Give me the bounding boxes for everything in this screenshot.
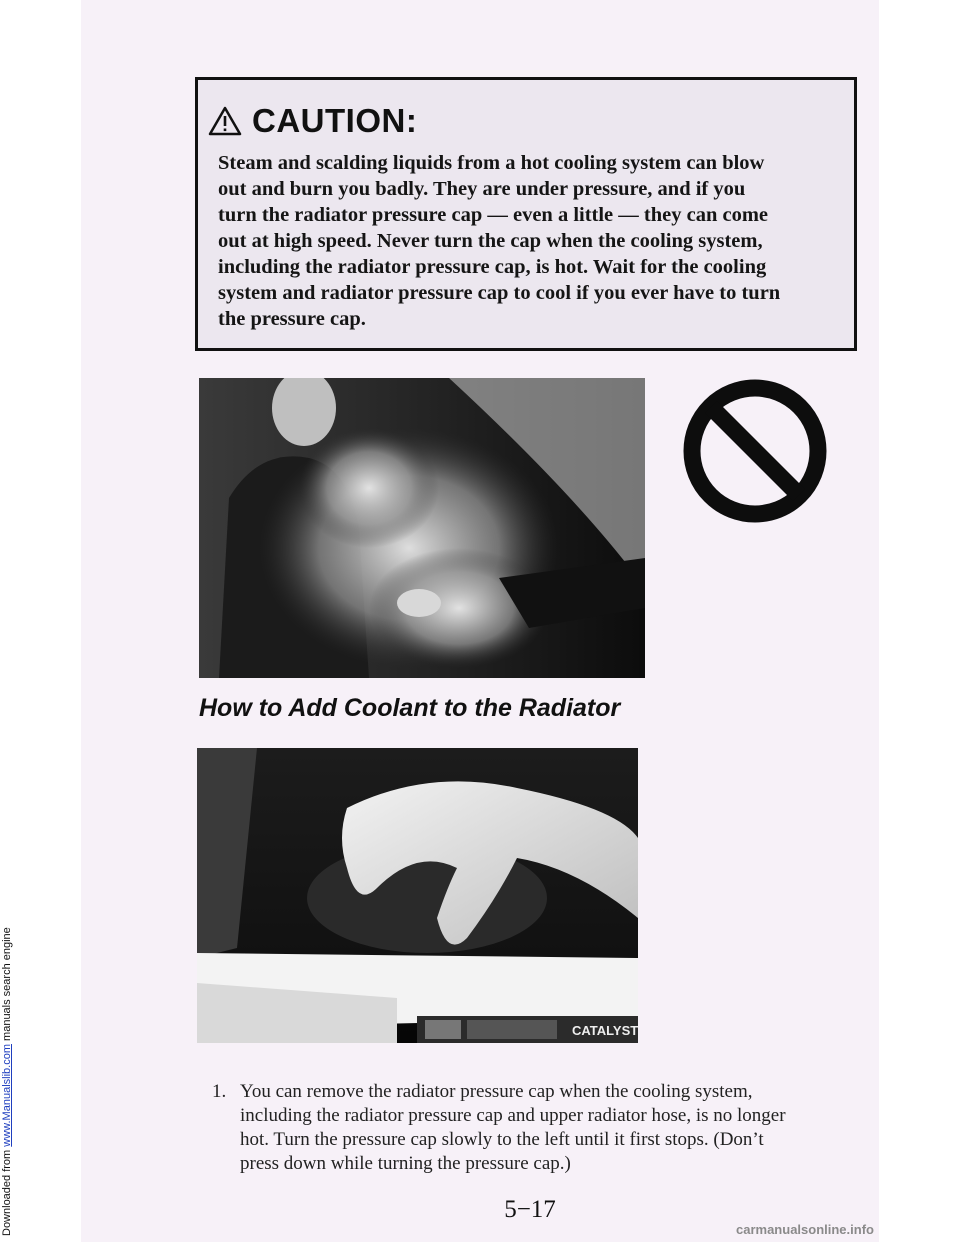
radiator-cap-photo (197, 748, 638, 1043)
caution-title: CAUTION: (252, 102, 418, 139)
step-number: 1. (212, 1081, 227, 1102)
credit-prefix: Downloaded from (1, 1146, 13, 1236)
no-symbol-icon (681, 377, 829, 525)
caution-line: out at high speed. Never turn the cap when the cooling system, (218, 230, 763, 252)
steam-burn-photo (199, 378, 645, 678)
step-line: press down while turning the pressure cap.) (240, 1153, 571, 1174)
section-title: How to Add Coolant to the Radiator (199, 694, 621, 722)
page-number: 5−17 (504, 1196, 556, 1223)
step-line: including the radiator pressure cap and upper radiator hose, is no longer (240, 1105, 786, 1126)
caution-heading (208, 102, 417, 140)
caution-text (218, 150, 838, 332)
warning-triangle-icon (208, 106, 242, 136)
credit-suffix: manuals search engine (1, 927, 13, 1045)
caution-box (195, 77, 857, 351)
manualslib-link[interactable]: www.Manualslib.com (1, 1044, 13, 1147)
step-1 (212, 1080, 860, 1176)
caution-line: the pressure cap. (218, 308, 366, 330)
caution-line: including the radiator pressure cap, is hot. Wait for the cooling (218, 256, 767, 278)
footer-brand[interactable]: carmanualsonline.info (736, 1222, 874, 1237)
step-line: hot. Turn the pressure cap slowly to the left until it first stops. (Don’t (240, 1129, 764, 1150)
step-line: You can remove the radiator pressure cap when the cooling system, (240, 1081, 753, 1102)
catalyst-label: CATALYST (572, 1023, 638, 1038)
caution-line: turn the radiator pressure cap — even a little — they can come (218, 204, 769, 226)
download-credit (0, 0, 14, 1242)
caution-line: out and burn you badly. They are under pressure, and if you (218, 178, 746, 200)
caution-line: Steam and scalding liquids from a hot cooling system can blow (218, 152, 765, 174)
caution-line: system and radiator pressure cap to cool if you ever have to turn (218, 282, 781, 304)
